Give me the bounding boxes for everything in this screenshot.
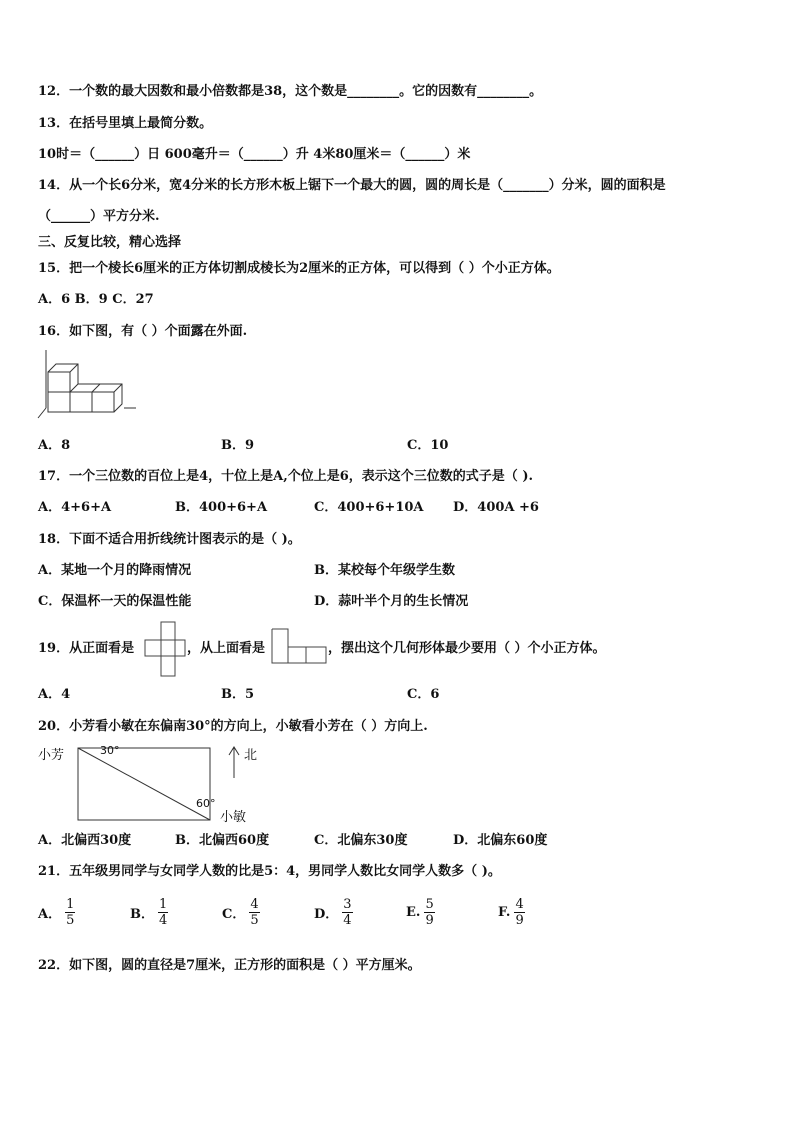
q21-option-c: C． $\frac{4}{5}$ <box>222 897 259 928</box>
question-20: 20．小芳看小敏在东偏南30°的方向上，小敏看小芳在（ ）方向上. <box>38 719 428 734</box>
q21-option-e: E. $\frac{5}{9}$ <box>406 897 434 928</box>
q18-option-b: B．某校每个年级学生数 <box>314 563 455 578</box>
q20-option-a: A．北偏西30度 <box>38 833 132 848</box>
q20-option-b: B．北偏西60度 <box>175 833 270 848</box>
q21-option-a: A． $\frac{1}{5}$ <box>38 897 75 928</box>
top-view-figure <box>270 627 328 667</box>
q20-option-d: D．北偏东60度 <box>453 833 548 848</box>
label-xiaofang: 小芳 <box>38 748 65 763</box>
question-21: 21．五年级男同学与女同学人数的比是5：4，男同学人数比女同学人数多（ )。 <box>38 864 501 879</box>
question-13: 13．在括号里填上最简分数。 <box>38 116 213 131</box>
question-15: 15．把一个棱长6厘米的正方体切割成棱长为2厘米的正方体，可以得到（ ）个小正方体。 <box>38 261 560 276</box>
q21-option-d: D． $\frac{3}{4}$ <box>314 897 352 928</box>
q20-option-c: C．北偏东30度 <box>314 833 408 848</box>
question-14-cont: （______）平方分米. <box>38 209 160 224</box>
q16-option-a: A．8 <box>38 438 71 453</box>
label-angle-60: 60° <box>196 797 216 810</box>
q21-option-f: F. $\frac{4}{9}$ <box>498 897 524 928</box>
section-3-heading: 三、反复比较，精心选择 <box>38 235 182 250</box>
question-17: 17．一个三位数的百位上是4，十位上是A,个位上是6，表示这个三位数的式子是（ ). <box>38 469 533 484</box>
q19-option-c: C．6 <box>407 687 440 702</box>
question-19-part3: ，摆出这个几何形体最少要用（ ）个小正方体。 <box>328 641 606 656</box>
direction-figure <box>36 742 266 826</box>
q17-option-a: A．4+6+A <box>38 500 112 515</box>
q17-option-c: C．400+6+10A <box>314 500 424 515</box>
question-13-blanks: 10时＝（______）日 600毫升＝（______）升 4米80厘米＝（______）米 <box>38 147 471 162</box>
q19-option-b: B．5 <box>221 687 255 702</box>
q21-option-b: B． $\frac{1}{4}$ <box>130 897 168 928</box>
question-14: 14．从一个长6分米，宽4分米的长方形木板上锯下一个最大的圆，圆的周长是（_______）分米，圆的面积是 <box>38 178 666 193</box>
q18-option-d: D．蒜叶半个月的生长情况 <box>314 594 469 609</box>
q18-option-a: A．某地一个月的降雨情况 <box>38 563 192 578</box>
cube-figure <box>36 346 138 420</box>
question-16: 16．如下图，有（ ）个面露在外面. <box>38 324 248 339</box>
label-xiaomin: 小敏 <box>220 810 247 825</box>
label-north: 北 <box>244 748 258 763</box>
question-22: 22．如下图，圆的直径是7厘米，正方形的面积是（ ）平方厘米。 <box>38 958 421 973</box>
question-19-part1: 19．从正面看是 <box>38 641 135 656</box>
front-view-figure <box>143 620 187 678</box>
q16-option-c: C．10 <box>407 438 449 453</box>
label-angle-30: 30° <box>100 744 120 757</box>
q17-option-b: B．400+6+A <box>175 500 268 515</box>
question-19-part2: ，从上面看是 <box>187 641 266 656</box>
question-15-options: A．6 B．9 C．27 <box>38 292 154 307</box>
q16-option-b: B．9 <box>221 438 255 453</box>
question-12: 12．一个数的最大因数和最小倍数都是38，这个数是________。它的因数有________。 <box>38 84 543 99</box>
q17-option-d: D．400A +6 <box>453 500 539 515</box>
question-18: 18．下面不适合用折线统计图表示的是（ )。 <box>38 532 301 547</box>
q18-option-c: C．保温杯一天的保温性能 <box>38 594 192 609</box>
q19-option-a: A．4 <box>38 687 71 702</box>
